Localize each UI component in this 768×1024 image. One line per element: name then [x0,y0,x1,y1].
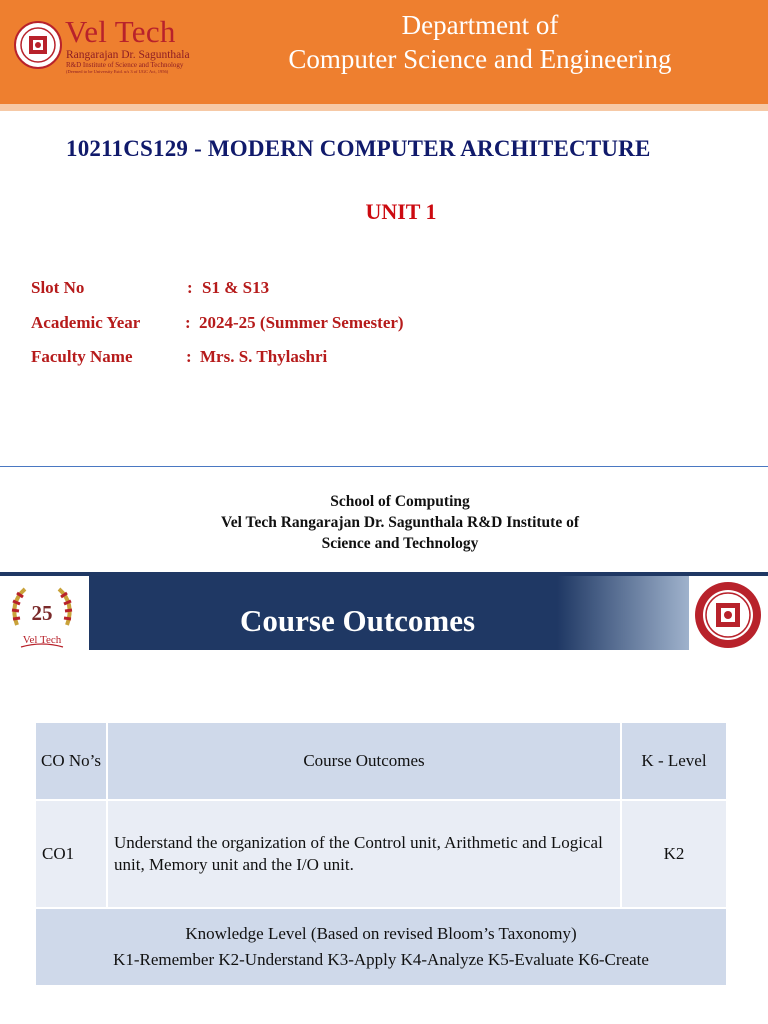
unit-title: UNIT 1 [365,199,437,224]
info-value: 2024-25 (Summer Semester) [199,313,404,332]
knowledge-level-list: K1-Remember K2-Understand K3-Apply K4-Analyze K5-Evaluate K6-Create [113,950,649,969]
university-seal-icon [694,581,762,649]
info-colon: : [186,347,192,366]
knowledge-level-title: Knowledge Level (Based on revised Bloom’s Taxonomy) [185,924,577,943]
header-bar [0,0,768,104]
school-line-1: School of Computing [330,493,470,510]
info-label: Academic Year [31,313,141,332]
section-divider [0,466,768,467]
info-colon: : [187,278,193,297]
logo-subtitle: Rangarajan Dr. Sagunthala [66,49,190,61]
department-line-1: Department of [401,10,559,40]
school-block [190,491,610,554]
info-value: S1 & S13 [202,278,270,297]
course-title: 10211CS129 - MODERN COMPUTER ARCHITECTURE [66,136,651,161]
k-level-cell: K2 [621,800,727,908]
header-k-level: K - Level [621,722,727,800]
co-outcome-cell: Understand the organization of the Control unit, Arithmetic and Logical unit, Memory unit and the I/O unit. [107,800,621,908]
header-course-outcomes: Course Outcomes [107,722,621,800]
logo-subtitle-2: R&D Institute of Science and Technology [66,61,184,69]
laurel-25-icon [3,579,81,651]
info-label: Slot No [31,278,85,297]
table-footer-row [35,908,727,986]
course-outcomes-table [34,721,728,987]
info-colon: : [185,313,191,332]
anniversary-number: 25 [31,601,53,625]
school-line-3: Science and Technology [321,535,479,552]
vel-tech-logo [7,16,192,78]
course-outcomes-slide [0,562,768,1024]
info-label: Faculty Name [31,347,133,366]
table-row [35,800,727,908]
header-divider [0,104,768,111]
co-number-cell: CO1 [35,800,107,908]
slide-title: Course Outcomes [240,603,476,638]
logo-subtitle-3: (Deemed to be University Estd. u/s 3 of UGC Act, 1956) [66,69,169,74]
knowledge-level-note [35,908,727,986]
anniversary-logo [3,579,81,651]
info-value: Mrs. S. Thylashri [200,347,328,366]
department-line-2: Computer Science and Engineering [288,44,672,74]
table-header-row [35,722,727,800]
anniversary-label: Vel Tech [22,634,62,646]
department-name [220,8,740,76]
school-line-2: Vel Tech Rangarajan Dr. Sagunthala R&D Institute of [221,514,579,531]
university-seal-icon [14,21,62,69]
header-co-no: CO No’s [35,722,107,800]
logo-title: Vel Tech [65,14,176,49]
